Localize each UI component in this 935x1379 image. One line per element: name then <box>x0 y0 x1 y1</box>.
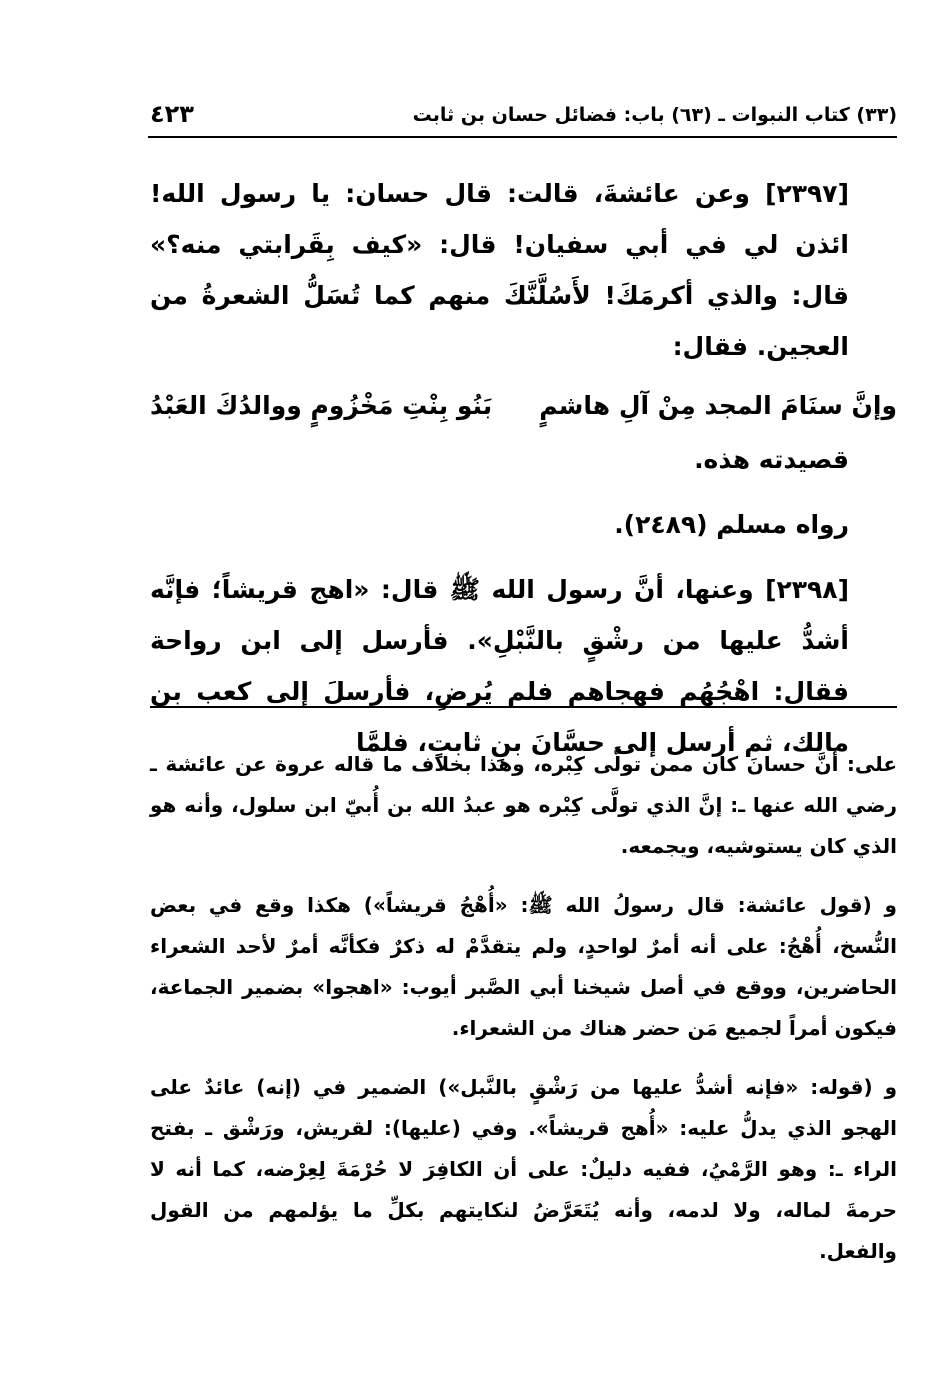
hadith-2397: [٢٣٩٧] وعن عائشةَ، قالت: قال حسان: يا رسول الله! ائذن لي في أبي سفيان! قال: «كيف بِقَرابتي منه؟» قال: والذي أكرمَكَ! لأَسُلَّنَّكَ منهم كما تُسَلُّ الشعرةُ من العجين. فقال: <box>150 179 849 361</box>
hadith-2398: [٢٣٩٨] وعنها، أنَّ رسول الله ﷺ قال: «اهج قريشاً؛ فإنَّه أشدُّ عليها من رشْقٍ بالنَّبْلِ». فأرسل إلى ابن رواحة فقال: اهْجُهُم فهجاهم فلم يُرضِ، فأرسلَ إلى كعب بن مالك، ثم أرسل إلى حسَّانَ بنِ ثابتٍ، فلمَّا <box>150 575 849 757</box>
after-verse-text: قصيدته هذه. <box>694 445 849 474</box>
hadith-source: رواه مسلم (٢٤٨٩). <box>614 510 849 539</box>
header-title: (٣٣) كتاب النبوات ـ (٦٣) باب: فضائل حسان بن ثابت <box>412 104 897 126</box>
footnote-divider <box>150 706 897 708</box>
commentary-notes <box>150 744 897 1290</box>
note-paragraph-3: و (قوله: «فإنه أشدُّ عليها من رَشْقٍ بالنَّبل») الضمير في (إنه) عائدٌ على الهجو الذي يدلُّ عليه: «أُهج قريشاً». وفي (عليها): لقريش، ورَشْق ـ بفتح الراء ـ: وهو الرَّمْيُ، ففيه دليلٌ: على أن الكافِرَ لا حُرْمَةَ لِعِرْضه، كما أنه لا حرمةَ لماله، ولا لدمه، وأنه يُتَعَرَّضُ لنكايتهم بكلِّ ما يؤلمهم من القول والفعل. <box>150 1075 897 1263</box>
poetry-verse <box>150 380 897 434</box>
page-number: ٤٢٣ <box>150 100 194 128</box>
running-header <box>148 100 897 138</box>
verse-second-hemistich: بَنُو بِنْتِ مَخْزُومٍ ووالدُكَ العَبْدُ <box>150 391 493 420</box>
note-paragraph-2: و (قول عائشة: قال رسولُ الله ﷺ: «أُهْجُ قريشاً») هكذا وقع في بعض النُّسخ، أُهْجُ: على أنه أمرٌ لواحدٍ، ولم يتقدَّمْ له ذكرٌ فكأنَّه أمرٌ لأحد الشعراء الحاضرين، ووقع في أصل شيخنا أبي الصَّبر أيوب: «اهجوا» بضمير الجماعة، فيكون أمراً لجميع مَن حضر هناك من الشعراء. <box>150 893 897 1040</box>
verse-first-hemistich: وإنَّ سنَامَ المجد مِنْ آلِ هاشمٍ <box>539 391 897 420</box>
main-text <box>150 168 897 768</box>
note-paragraph-1: على: أنَّ حسانَ كان ممن تولَّى كِبْره، وهذا بخلاف ما قاله عروة عن عائشة ـ رضي الله عنها ـ: إنَّ الذي تولَّى كِبْره هو عبدُ الله بن أُبيّ ابن سلول، وأنه هو الذي كان يستوشيه، ويجمعه. <box>150 752 897 858</box>
